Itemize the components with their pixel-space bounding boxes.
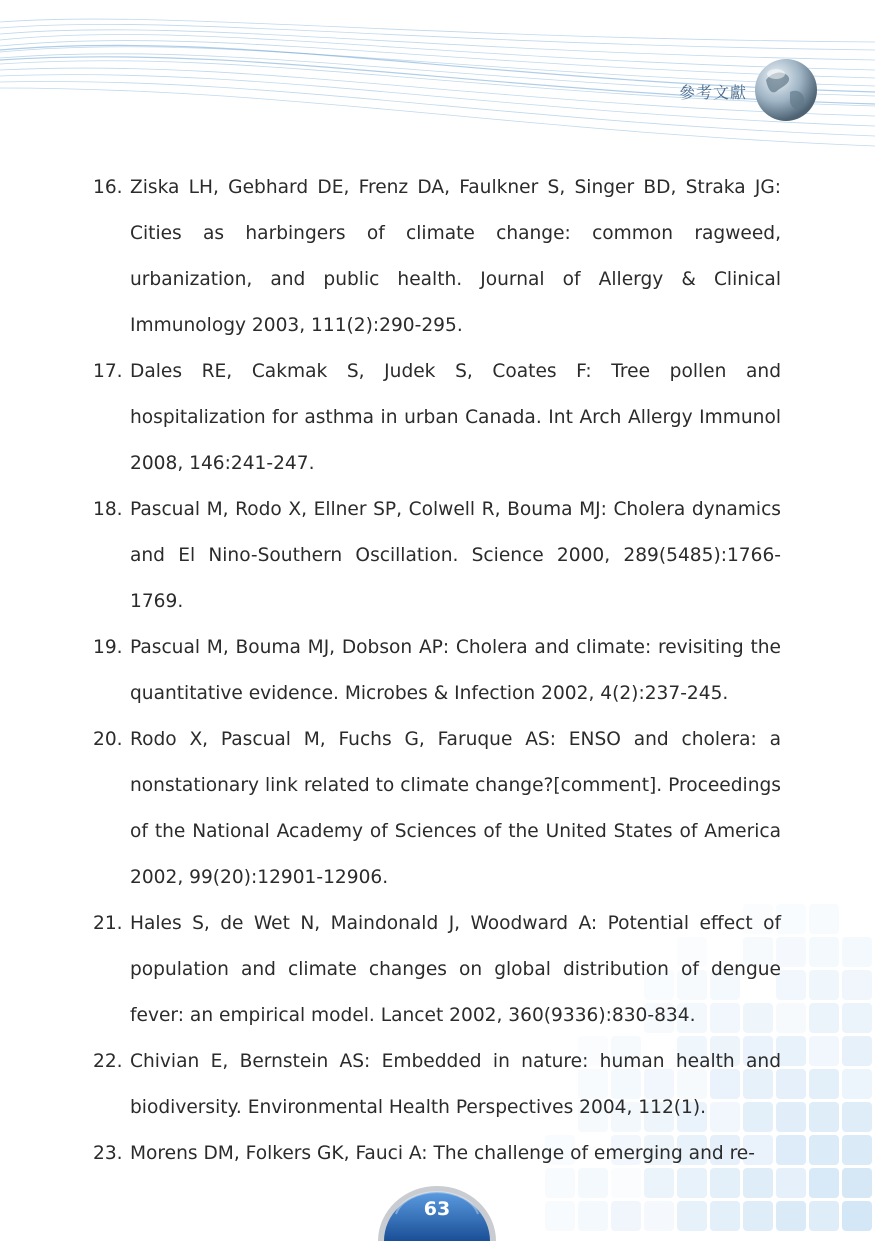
reference-item: [93, 901, 781, 1039]
decorative-square: [809, 1201, 839, 1231]
reference-text: Pascual M, Rodo X, Ellner SP, Colwell R, Bouma MJ: Cholera dynamics and El Nino-Southern Oscillation. Science 2000, 289(5485):1766-1769.: [130, 499, 781, 612]
decorative-square: [809, 1168, 839, 1198]
globe-icon: [752, 56, 820, 124]
reference-text: Hales S, de Wet N, Maindonald J, Woodward A: Potential effect of population and climate changes on global distribution of dengue fever: an empirical model. Lancet 2002, 360(9336):830-834.: [130, 913, 781, 1026]
decorative-square: [809, 970, 839, 1000]
decorative-square: [842, 1102, 872, 1132]
reference-text: Pascual M, Bouma MJ, Dobson AP: Cholera and climate: revisiting the quantitative evidence. Microbes & Infection 2002, 4(2):237-245.: [130, 637, 781, 704]
reference-list: [93, 165, 781, 1177]
decorative-square: [545, 1201, 575, 1231]
reference-number: 18.: [93, 499, 123, 520]
reference-item: [93, 717, 781, 901]
decorative-square: [710, 1201, 740, 1231]
decorative-square: [809, 1003, 839, 1033]
reference-number: 19.: [93, 637, 123, 658]
reference-text: Morens DM, Folkers GK, Fauci A: The challenge of emerging and re-: [130, 1143, 755, 1164]
reference-item: [93, 349, 781, 487]
decorative-square: [611, 1201, 641, 1231]
page-number: 63: [423, 1198, 451, 1220]
reference-number: 21.: [93, 913, 123, 934]
reference-item: [93, 487, 781, 625]
decorative-square: [809, 1036, 839, 1066]
reference-text: Dales RE, Cakmak S, Judek S, Coates F: Tree pollen and hospitalization for asthma in urban Canada. Int Arch Allergy Immunol 2008, 146:241-247.: [130, 361, 781, 474]
decorative-square: [644, 1201, 674, 1231]
decorative-square: [776, 1201, 806, 1231]
decorative-square: [809, 1102, 839, 1132]
decorative-square: [842, 1168, 872, 1198]
decorative-square: [809, 937, 839, 967]
decorative-square: [677, 1201, 707, 1231]
reference-text: Rodo X, Pascual M, Fuchs G, Faruque AS: ENSO and cholera: a nonstationary link related to climate change?[comment]. Proceedings of the National Academy of Sciences of the United States of America 2002, 99(20):12901-12906.: [130, 729, 781, 888]
reference-text: Chivian E, Bernstein AS: Embedded in nature: human health and biodiversity. Environmental Health Perspectives 2004, 112(1).: [130, 1051, 781, 1118]
decorative-square: [842, 937, 872, 967]
reference-text: Ziska LH, Gebhard DE, Frenz DA, Faulkner S, Singer BD, Straka JG: Cities as harbingers of climate change: common ragweed, urbanization, and public health. Journal of Allergy & Clinical Immunology 2003, 111(2):290-295.: [130, 177, 781, 336]
reference-item: [93, 1039, 781, 1131]
reference-item: [93, 165, 781, 349]
reference-number: 16.: [93, 177, 123, 198]
reference-number: 20.: [93, 729, 123, 750]
decorative-square: [578, 1201, 608, 1231]
decorative-square: [842, 1135, 872, 1165]
decorative-square: [842, 970, 872, 1000]
decorative-square: [842, 1036, 872, 1066]
decorative-square: [842, 1069, 872, 1099]
reference-number: 23.: [93, 1143, 123, 1164]
reference-item: [93, 1131, 781, 1177]
reference-number: 17.: [93, 361, 123, 382]
decorative-square: [842, 1003, 872, 1033]
decorative-square: [809, 904, 839, 934]
decorative-square: [743, 1201, 773, 1231]
decorative-square: [842, 1201, 872, 1231]
decorative-square: [809, 1069, 839, 1099]
reference-item: [93, 625, 781, 717]
reference-number: 22.: [93, 1051, 123, 1072]
section-title: 參考文獻: [678, 83, 747, 102]
decorative-square: [809, 1135, 839, 1165]
